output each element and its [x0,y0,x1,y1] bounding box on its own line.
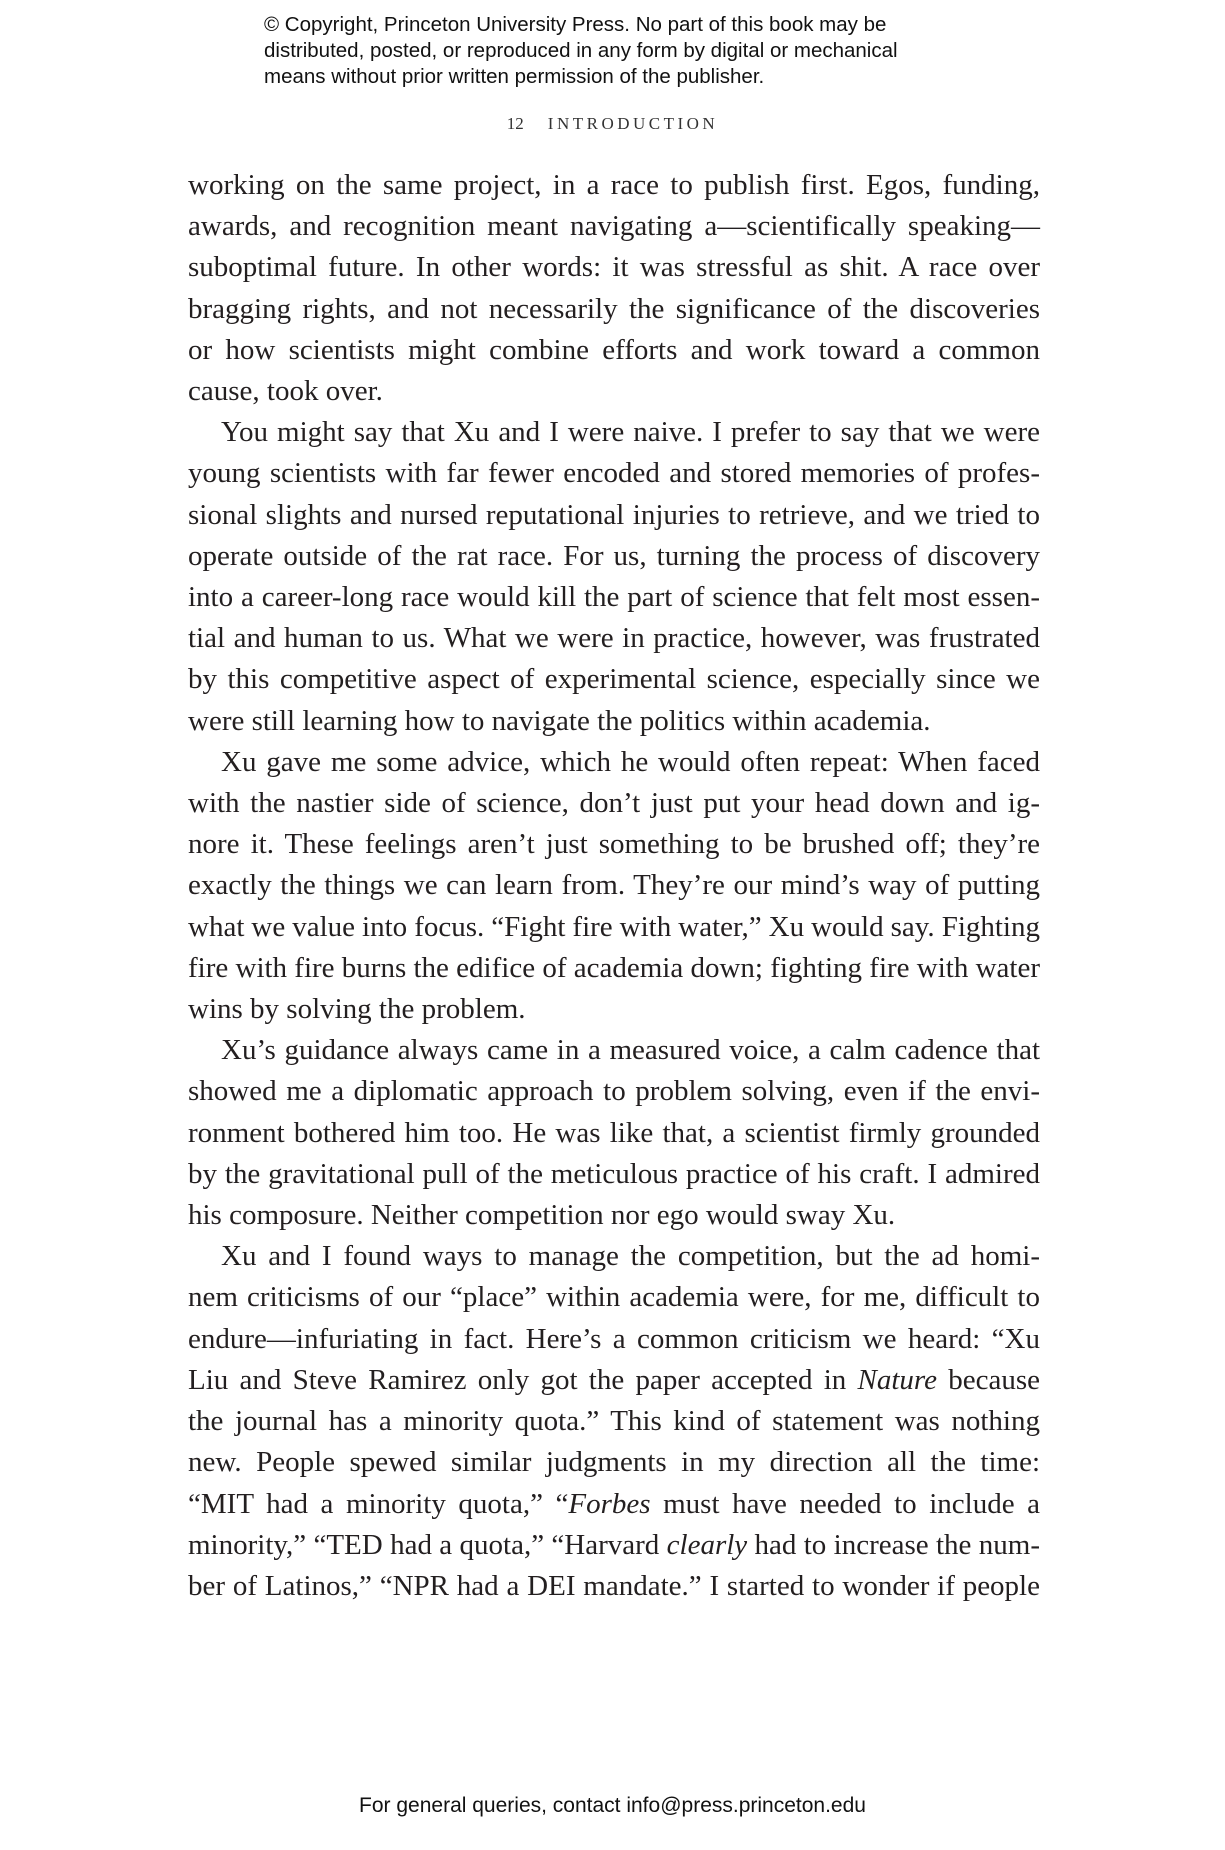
page-number: 12 [506,114,524,133]
text-line: fire with fire burns the edifice of academia down; fighting fire with water [188,951,1040,984]
text-line: showed me a diplomatic approach to problem solving, even if the envi- [188,1075,1040,1108]
text-line: “MIT had a minority quota,” “Forbes must have needed to include a [188,1487,1040,1520]
text-line: Xu gave me some advice, which he would often repeat: When faced [221,745,1040,778]
text-line: bragging rights, and not necessarily the significance of the discoveries [188,292,1040,325]
text-line: by this competitive aspect of experimental science, especially since we [188,663,1040,696]
text-line: Xu and I found ways to manage the competition, but the ad homi- [221,1240,1040,1273]
text-line: suboptimal future. In other words: it was stressful as shit. A race over [188,251,1040,284]
footer-contact: For general queries, contact info@press.princeton.edu [359,1794,866,1817]
text-line: by the gravitational pull of the meticulous practice of his craft. I admired [188,1157,1040,1190]
body-text [188,165,1040,1607]
paragraph [188,1236,1040,1607]
text-line: Liu and Steve Ramirez only got the paper accepted in Nature because [188,1363,1041,1396]
text-line: Xu’s guidance always came in a measured voice, a calm cadence that [221,1034,1040,1067]
italic-text: clearly [666,1528,748,1561]
text-line: minority,” “TED had a quota,” “Harvard clearly had to increase the num- [188,1528,1040,1561]
text-line: endure—infuriating in fact. Here’s a common criticism we heard: “Xu [188,1322,1040,1355]
copyright-line: distributed, posted, or reproduced in any form by digital or mechanical [264,39,898,62]
text-line: ber of Latinos,” “NPR had a DEI mandate.” I started to wonder if people [188,1569,1040,1602]
text-line: awards, and recognition meant navigating a—scientifically speaking— [188,210,1040,243]
paragraph [188,412,1040,742]
copyright-line: © Copyright, Princeton University Press. No part of this book may be [264,13,887,36]
text-line: exactly the things we can learn from. They’re our mind’s way of putting [188,869,1040,902]
section-title: INTRODUCTION [547,114,719,133]
paragraph [188,165,1040,412]
text-line: tial and human to us. What we were in practice, however, was frustrated [188,622,1040,655]
paragraph [188,742,1040,1030]
text-line: operate outside of the rat race. For us, turning the process of discovery [188,539,1040,572]
text-line: sional slights and nursed reputational injuries to retrieve, and we tried to [188,498,1040,531]
text-line: into a career-long race would kill the part of science that felt most essen- [188,581,1040,614]
text-line: wins by solving the problem. [188,993,526,1026]
text-line: cause, took over. [188,375,383,408]
italic-text: Forbes [568,1487,651,1520]
copyright-line: means without prior written permission of the publisher. [264,65,765,88]
text-line: working on the same project, in a race to publish first. Egos, funding, [188,169,1040,201]
text-line: You might say that Xu and I were naive. I prefer to say that we were [221,416,1040,449]
paragraph [188,1030,1040,1236]
text-line: his composure. Neither competition nor ego would sway Xu. [188,1199,896,1232]
text-line: young scientists with far fewer encoded and stored memories of profes- [188,457,1040,490]
text-line: were still learning how to navigate the politics within academia. [188,704,931,737]
text-line: nem criticisms of our “place” within academia were, for me, difficult to [188,1281,1040,1314]
text-line: what we value into focus. “Fight fire with water,” Xu would say. Fighting [188,910,1040,943]
text-line: with the nastier side of science, don’t just put your head down and ig- [188,787,1040,820]
text-line: ronment bothered him too. He was like that, a scientist firmly grounded [188,1116,1040,1149]
italic-text: Nature [857,1363,937,1396]
text-line: the journal has a minority quota.” This kind of statement was nothing [188,1405,1040,1438]
running-head [0,114,1225,134]
text-line: new. People spewed similar judgments in my direction all the time: [188,1446,1040,1479]
text-line: or how scientists might combine efforts and work toward a common [188,333,1040,366]
text-line: nore it. These feelings aren’t just something to be brushed off; they’re [188,828,1040,861]
copyright-notice [264,12,984,90]
